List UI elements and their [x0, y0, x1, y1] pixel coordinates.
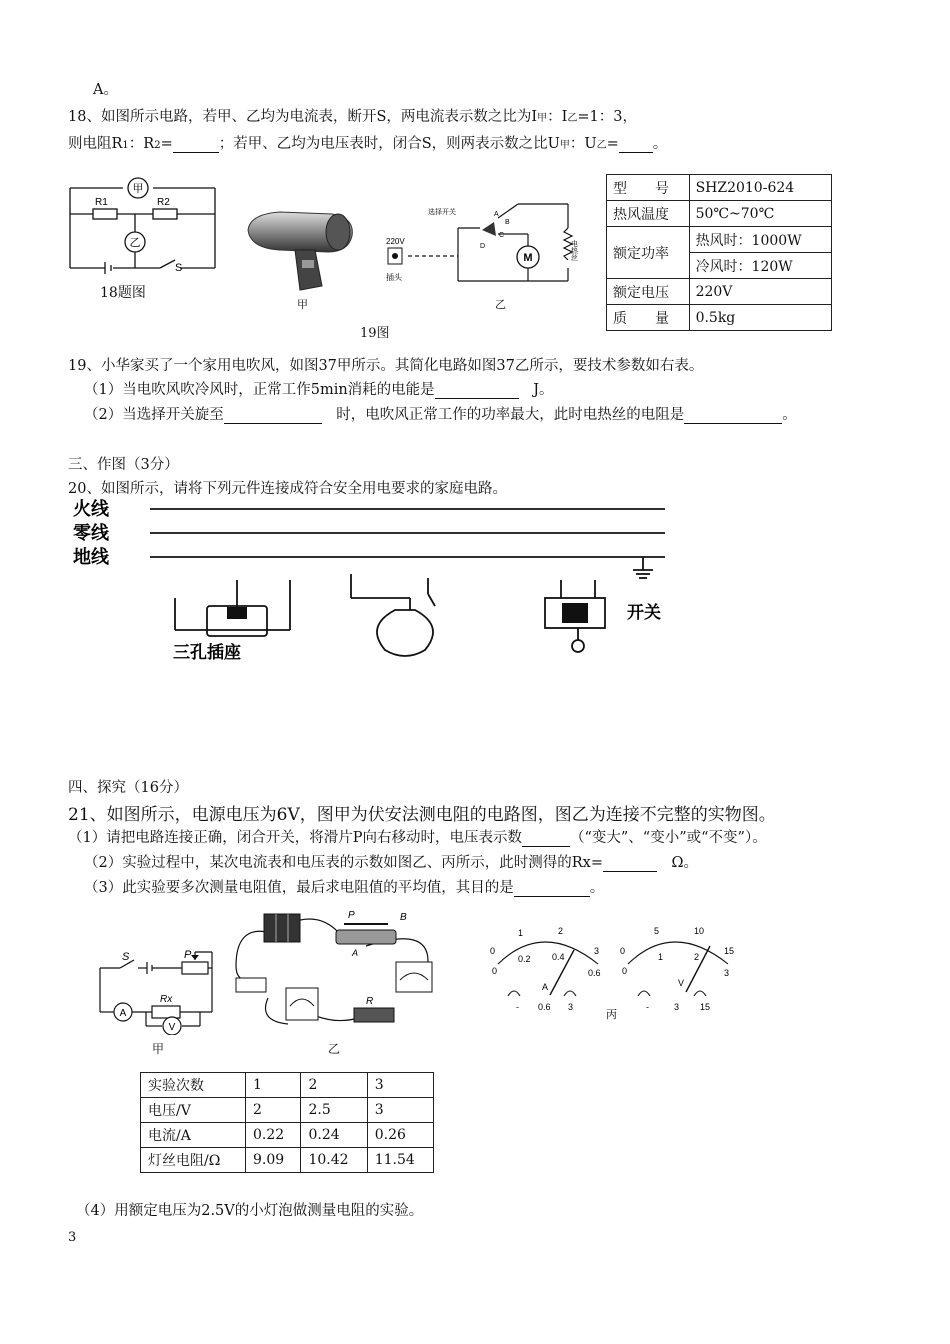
live-wire-label: 火线 — [73, 499, 109, 519]
table-row — [607, 201, 832, 227]
q17-tail: A。 — [93, 82, 118, 98]
q21-p4: （4）用额定电压为2.5V的小灯泡做测量电阻的实验。 — [76, 1203, 424, 1219]
table-cell: 9.09 — [245, 1148, 301, 1173]
voltmeter-tick: 2 — [694, 952, 700, 962]
table-row — [141, 1073, 434, 1098]
q19-stem: 19、小华家买了一个家用电吹风，如图37甲所示。其简化电路如图37乙所示，要技术参数如右表。 — [68, 358, 704, 374]
hair-dryer-picture — [240, 200, 360, 295]
r1-label: R1 — [95, 197, 108, 208]
table-cell: 0.22 — [245, 1123, 301, 1148]
table-cell: 1 — [245, 1073, 301, 1098]
table-cell: 冷风时：120W — [689, 253, 831, 279]
q21-p1a: （1）请把电路连接正确，闭合开关，将滑片P向右移动时，电压表示数 — [68, 830, 522, 846]
q18-colon: ：I — [547, 109, 568, 125]
node-b: B — [505, 219, 510, 226]
node-a: A — [494, 211, 499, 218]
answer-blank[interactable] — [619, 138, 653, 153]
q21-p3b: 。 — [589, 880, 605, 896]
table-row — [607, 305, 832, 331]
plug-label: 插头 — [386, 273, 402, 282]
meter-top-label: 甲 — [132, 183, 144, 195]
section-3-heading: 三、作图（3分） — [68, 457, 179, 473]
table-cell: 2 — [301, 1073, 367, 1098]
motor-label: M — [523, 252, 533, 264]
sub-jia: 甲 — [559, 140, 570, 151]
q20-stem: 20、如图所示，请将下列元件连接成符合安全用电要求的家庭电路。 — [68, 481, 507, 497]
answer-blank[interactable] — [435, 384, 519, 399]
q19-p1b: J。 — [533, 382, 554, 398]
slider-label: P — [184, 949, 192, 961]
sub-r2: 2 — [154, 140, 161, 151]
voltmeter-tick: 0 — [620, 946, 626, 956]
voltmeter-terminal: 15 — [700, 1002, 711, 1012]
ammeter-tick: 0.2 — [518, 954, 531, 964]
voltmeter-terminal: - — [646, 1002, 649, 1012]
spec-table — [606, 174, 832, 331]
q18-l2a: 则电阻R — [68, 136, 123, 152]
table-cell: 质 量 — [607, 305, 690, 331]
section-4-heading: 四、探究（16分） — [68, 780, 188, 796]
ammeter-label: A — [119, 1008, 127, 1019]
svg-text:R: R — [366, 996, 374, 1007]
table-cell: 灯丝电阻/Ω — [141, 1148, 246, 1173]
table-cell: 0.5kg — [689, 305, 831, 331]
answer-blank[interactable] — [514, 882, 590, 897]
voltmeter-icon — [396, 962, 432, 992]
sub-yi: 乙 — [567, 113, 578, 124]
q18-l2b: ：R — [128, 136, 155, 152]
q19-p2 — [84, 403, 797, 424]
q21-stem: 21、如图所示，电源电压为6V，图甲为伏安法测电阻的电路图，图乙为连接不完整的实物图。 — [68, 805, 776, 825]
voltmeter-tick: 10 — [694, 926, 705, 936]
table-cell: 50℃~70℃ — [689, 201, 831, 227]
fig-jia-label: 甲 — [152, 1042, 165, 1056]
fig-bing-label: 丙 — [606, 1009, 617, 1020]
switch-label: 开关 — [627, 603, 661, 622]
q18-l2e: ：U — [569, 136, 597, 152]
socket-label: 三孔插座 — [173, 643, 241, 662]
neutral-wire-label: 零线 — [73, 523, 109, 543]
resistor-icon — [354, 1008, 394, 1022]
answer-blank[interactable] — [603, 857, 657, 872]
q19-caption: 19图 — [360, 326, 390, 341]
table-cell: 3 — [367, 1073, 433, 1098]
ammeter-tick: 0 — [490, 946, 496, 956]
answer-blank[interactable] — [173, 138, 219, 153]
sub-r1: 1 — [122, 140, 129, 151]
table-row — [141, 1123, 434, 1148]
fig-yi-label: 乙 — [328, 1042, 341, 1056]
table-row — [141, 1098, 434, 1123]
battery-icon — [264, 914, 300, 942]
ammeter-tick: 3 — [594, 946, 600, 956]
table-cell: 11.54 — [367, 1148, 433, 1173]
q21-apparatus — [228, 906, 460, 1036]
switch-icon — [236, 978, 266, 992]
ammeter-tick: 0.4 — [552, 952, 565, 962]
voltmeter-tick: 3 — [724, 968, 730, 978]
voltage-label: 220V — [386, 237, 405, 246]
ammeter-terminal: - — [516, 1002, 519, 1012]
q21-meters — [478, 920, 778, 1020]
table-cell: 电流/A — [141, 1123, 246, 1148]
voltmeter-tick: 5 — [654, 926, 660, 936]
q20-wiring-diagram — [65, 498, 705, 663]
node-d: D — [480, 243, 486, 250]
switch-label: 选择开关 — [428, 209, 456, 216]
q19-p2b: 时，电吹风正常工作的功率最大，此时电热丝的电阻是 — [336, 407, 685, 423]
voltmeter-letter: V — [678, 978, 685, 988]
q18-ratio: =1：3， — [577, 109, 637, 125]
table-row — [607, 227, 832, 253]
table-cell: 3 — [367, 1098, 433, 1123]
q18-caption: 18题图 — [100, 285, 146, 301]
voltmeter-terminal: 3 — [674, 1002, 680, 1012]
svg-text:B: B — [400, 912, 407, 923]
q21-p2a: （2）实验过程中，某次电流表和电压表的示数如图乙、丙所示，此时测得的Rx= — [84, 855, 603, 871]
svg-text:A: A — [352, 948, 359, 958]
q21-p1 — [68, 826, 767, 847]
rheostat-icon — [336, 930, 396, 944]
q19-p1 — [84, 378, 554, 399]
q21-schematic — [92, 940, 222, 1035]
ammeter-letter: A — [542, 982, 549, 992]
answer-blank[interactable] — [224, 409, 322, 424]
q18-line1 — [68, 105, 637, 126]
sub-jia: 甲 — [537, 113, 548, 124]
ammeter-terminal: 0.6 — [538, 1002, 551, 1012]
q21-p1b: （“变大”、“变小”或“不变”）。 — [569, 830, 767, 846]
ammeter-tick: 2 — [558, 926, 564, 936]
q19-p2a: （2）当选择开关旋至 — [84, 407, 224, 423]
q19-p2c: 。 — [782, 407, 797, 423]
table-cell: 0.26 — [367, 1123, 433, 1148]
table-cell: 型 号 — [607, 175, 690, 201]
switch-label: S — [175, 262, 183, 274]
answer-blank[interactable] — [522, 832, 570, 847]
voltmeter-tick: 1 — [658, 952, 664, 962]
q21-p2b: Ω。 — [671, 855, 698, 871]
q18-line2 — [68, 132, 667, 153]
table-cell: 热风时：1000W — [689, 227, 831, 253]
ammeter-terminal: 3 — [568, 1002, 574, 1012]
q18-l2d: ；若甲、乙均为电压表时，闭合S，则两表示数之比U — [218, 136, 560, 152]
label-yi: 乙 — [495, 298, 506, 311]
page-number: 3 — [68, 1230, 77, 1245]
table-cell: 额定功率 — [607, 227, 690, 279]
ammeter-tick: 1 — [518, 928, 524, 938]
sub-yi: 乙 — [596, 140, 607, 151]
table-cell: SHZ2010-624 — [689, 175, 831, 201]
r2-label: R2 — [157, 197, 170, 208]
table-cell: 0.24 — [301, 1123, 367, 1148]
table-cell: 电压/V — [141, 1098, 246, 1123]
answer-blank[interactable] — [684, 409, 782, 424]
voltmeter-tick: 0 — [622, 966, 628, 976]
hair-dryer-circuit — [378, 196, 588, 296]
q18-circuit-diagram — [65, 176, 225, 276]
q18-l2c: = — [160, 136, 173, 152]
switch-label: S — [122, 951, 130, 963]
table-row — [607, 175, 832, 201]
heater-label: 电热丝 — [570, 240, 578, 261]
q21-p3a: （3）此实验要多次测量电阻值，最后求电阻值的平均值，其目的是 — [84, 880, 514, 896]
table-cell: 2 — [245, 1098, 301, 1123]
voltmeter-label: V — [168, 1022, 176, 1033]
q18-text: 18、如图所示电路，若甲、乙均为电流表，断开S，两电流表示数之比为I — [68, 109, 538, 125]
meter-mid-label: 乙 — [129, 237, 141, 249]
table-cell: 热风温度 — [607, 201, 690, 227]
table-cell: 实验次数 — [141, 1073, 246, 1098]
ammeter-tick: 0 — [492, 966, 498, 976]
svg-text:P: P — [348, 910, 355, 921]
table-cell: 10.42 — [301, 1148, 367, 1173]
label-jia: 甲 — [297, 298, 308, 311]
rx-label: Rx — [160, 994, 173, 1005]
table-cell: 220V — [689, 279, 831, 305]
table-row — [607, 279, 832, 305]
q18-l2f: = — [606, 136, 619, 152]
table-cell: 额定电压 — [607, 279, 690, 305]
ground-wire-label: 地线 — [73, 547, 109, 567]
q21-p2 — [84, 851, 698, 872]
ammeter-icon — [286, 988, 318, 1020]
node-c: C — [499, 232, 505, 239]
table-row — [141, 1148, 434, 1173]
q21-data-table — [140, 1072, 434, 1173]
q21-p3 — [84, 876, 604, 897]
ammeter-tick: 0.6 — [588, 968, 601, 978]
q19-p1a: （1）当电吹风吹冷风时，正常工作5min消耗的电能是 — [84, 382, 435, 398]
table-cell: 2.5 — [301, 1098, 367, 1123]
voltmeter-tick: 15 — [724, 946, 735, 956]
q18-l2g: 。 — [652, 136, 668, 152]
